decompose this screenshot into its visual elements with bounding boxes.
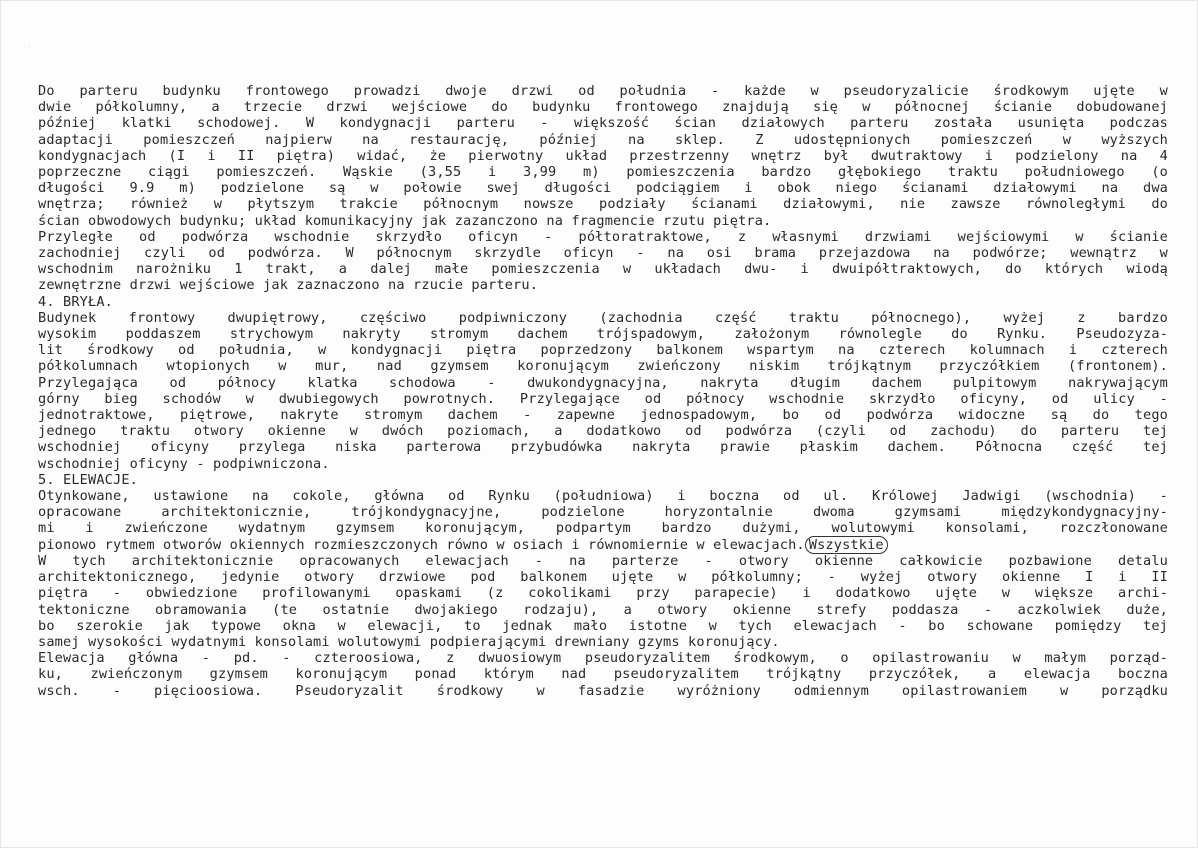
text-line-content: bo szerokie jak typowe okna w elewacji, to jednak mało istotne w tych elewacjach - bo schowane pomiędzy tej — [38, 617, 1168, 634]
text-line — [38, 666, 1168, 682]
text-line — [38, 602, 1168, 618]
text-line-content: Przylegająca od północy klatka schodowa - dwukondygnacyjna, nakryta długim dachem pulpitowym nakrywającym — [38, 374, 1168, 391]
text-line-content: jednotraktowe, piętrowe, nakryte stromym dachem - zapewne jednospadowym, bo od podwórza widoczne są do tego — [38, 407, 1168, 424]
text-line-content: kondygnacjach (I i II piętra) widać, że pierwotny układ przestrzenny wnętrz był dwutraktowy i podzielony na 4 — [38, 147, 1168, 164]
text-line-content: wschodniej oficyny przylega niska parterowa przybudówka nakryta prawie płaskim dachem. Północna część tej — [38, 439, 1168, 456]
text-line-content: piętra - obwiedzione profilowanymi opaskami (z cokolikami przy parapecie) i dodatkowo ujęte w większe archi- — [38, 585, 1168, 602]
text-line — [38, 261, 1168, 277]
text-line-content: zachodniej czyli od podwórza. W północnym skrzydle oficyn - na osi brama przejazdowa na podwórze; wewnątrz w — [38, 245, 1168, 262]
text-line — [38, 310, 1168, 326]
text-line — [38, 423, 1168, 439]
text-line — [38, 504, 1168, 520]
text-line-content: długości 9.9 m) podzielone są w połowie swej długości podciągiem i obok niego ścianami działowymi na dwa — [38, 180, 1168, 197]
text-line — [38, 180, 1168, 196]
text-line-content: ścian obwodowych budynku; układ komunikacyjny jak zazanczono na fragmencie rzutu piętra. — [38, 212, 772, 229]
text-line — [38, 634, 1168, 650]
text-line-content: 5. ELEWACJE. — [38, 471, 139, 488]
text-line — [38, 148, 1168, 164]
text-line-content: wnętrza; również w płytszym trakcie północnym nowsze podziały ścianami działowymi, nie zawsze równoległymi do — [38, 196, 1168, 213]
text-line — [38, 585, 1168, 601]
text-line-content: wschodniej oficyny - podpiwniczona. — [38, 455, 330, 472]
text-line-content: zewnętrzne drzwi wejściowe jak zaznaczono na rzucie parteru. — [38, 277, 539, 294]
text-line — [38, 229, 1168, 245]
text-line-content: Budynek frontowy dwupiętrowy, częściwo podpiwniczony (zachodnia część traktu północnego), wyżej z bardzo — [38, 309, 1168, 326]
text-line — [38, 294, 1168, 310]
text-line — [38, 213, 1168, 229]
text-line-content: opracowane architektonicznie, trójkondygnacyjne, podzielone horyzontalnie dwoma gzymsami międzykondygnacyjny- — [38, 504, 1168, 521]
text-line — [38, 618, 1168, 634]
text-line-content: wsch. - pięcioosiowa. Pseudoryzalit środkowy w fasadzie wyróżniony odmiennym opilastrowaniem w porządku — [38, 682, 1168, 699]
text-line — [38, 472, 1168, 488]
text-line — [38, 683, 1168, 699]
text-line — [38, 358, 1168, 374]
scan-mark: · — [28, 42, 31, 52]
text-line — [38, 99, 1168, 115]
text-line — [38, 520, 1168, 536]
text-line-content: dwie półkolumny, a trzecie drzwi wejściowe do budynku frontowego znajdują się w północnej ścianie dobudowanej — [38, 99, 1168, 116]
handwritten-circled-word: Wszystkie — [805, 536, 888, 554]
text-line — [38, 456, 1168, 472]
text-line-content: Przyległe od podwórza wschodnie skrzydło oficyn - półtoratraktowe, z własnymi drzwiami wejściowymi w ścianie — [38, 228, 1168, 245]
text-line — [38, 407, 1168, 423]
text-line — [38, 342, 1168, 358]
document-body — [38, 83, 1168, 699]
text-line-content: tektoniczne obramowania (te ostatnie dwojakiego rodzaju), a otwory okienne strefy poddasza - aczkolwiek duże, — [38, 601, 1168, 618]
text-line — [38, 326, 1168, 342]
text-line — [38, 277, 1168, 293]
text-line — [38, 164, 1168, 180]
text-line-content: ku, zwieńczonym gzymsem koronującym ponad którym nad pseudoryzalitem trójkątny przyczółek, a elewacja boczna — [38, 666, 1168, 683]
text-line — [38, 650, 1168, 666]
text-line-content: Otynkowane, ustawione na cokole, główna od Rynku (południowa) i boczna od ul. Królowej Jadwigi (wschodnia) - — [38, 488, 1168, 505]
text-line-content: 4. BRYŁA. — [38, 293, 114, 310]
text-line-content: jednego traktu otwory okienne w dwóch poziomach, a dodatkowo od podwórza (czyli od zachodu) do parteru tej — [38, 423, 1168, 440]
text-line-content: Do parteru budynku frontowego prowadzi dwoje drzwi od południa - każde w pseudoryzalicie środkowym ujęte w — [38, 83, 1168, 99]
text-line — [38, 391, 1168, 407]
text-line-content: później klatki schodowej. W kondygnacji parteru - większość ścian działowych parteru została usunięta podczas — [38, 115, 1168, 132]
text-line-content: wschodnim narożniku 1 trakt, a dalej małe pomieszczenia w układach dwu- i dwuipółtraktowych, do których wiodą — [38, 261, 1168, 278]
text-line-content: samej wysokości wydatnymi konsolami wolutowymi podpierającymi drewniany gzyms koronujący. — [38, 633, 780, 650]
text-line — [38, 132, 1168, 148]
text-line — [38, 537, 1168, 553]
text-line-content: półkolumnach wtopionych w mur, nad gzymsem koronującym zwieńczony niskim trójkątnym przyczółkiem (frontonem). — [38, 358, 1168, 375]
text-line — [38, 553, 1168, 569]
text-line — [38, 569, 1168, 585]
text-line — [38, 245, 1168, 261]
text-line — [38, 439, 1168, 455]
text-line-content: wysokim poddaszem strychowym nakryty stromym dachem trójspadowym, założonym równolegle do Rynku. Pseudozyza- — [38, 326, 1168, 343]
text-line — [38, 115, 1168, 131]
text-line-content: W tych architektonicznie opracowanych elewacjach - na parterze - otwory okienne całkowicie pozbawione detalu — [38, 552, 1168, 569]
text-line-content: adaptacji pomieszczeń najpierw na restaurację, później na sklep. Z udostępnionych pomieszczeń w wyższych — [38, 131, 1168, 148]
text-line-content: poprzeczne ciągi pomieszczeń. Wąskie (3,55 i 3,99 m) pomieszczenia bardzo głębokiego traktu południowego (o — [38, 164, 1168, 181]
text-line-content: lit środkowy od południa, w kondygnacji piętra poprzedzony balkonem wspartym na czterech kolumnach i czterech — [38, 342, 1168, 359]
text-line — [38, 375, 1168, 391]
text-line-content: mi i zwieńczone wydatnym gzymsem koronującym, podpartym bardzo dużymi, wolutowymi konsolami, rozczłonowane — [38, 520, 1168, 537]
text-line-content: architektonicznego, jedynie otwory drzwiowe pod balkonem ujęte w półkolumny; - wyżej otwory okienne I i II — [38, 569, 1168, 586]
text-line-content: pionowo rytmem otworów okiennych rozmieszczonych równo w osiach i równomiernie w elewacjach. — [38, 536, 805, 553]
text-line-content: Elewacja główna - pd. - czteroosiowa, z dwuosiowym pseudoryzalitem środkowym, o opilastrowaniu w małym porząd- — [38, 650, 1168, 667]
text-line — [38, 196, 1168, 212]
text-line-content: górny bieg schodów w dwubiegowych powrotnych. Przylegające od północy wschodnie skrzydło oficyny, od ulicy - — [38, 390, 1168, 407]
text-line — [38, 488, 1168, 504]
text-line — [38, 83, 1168, 99]
